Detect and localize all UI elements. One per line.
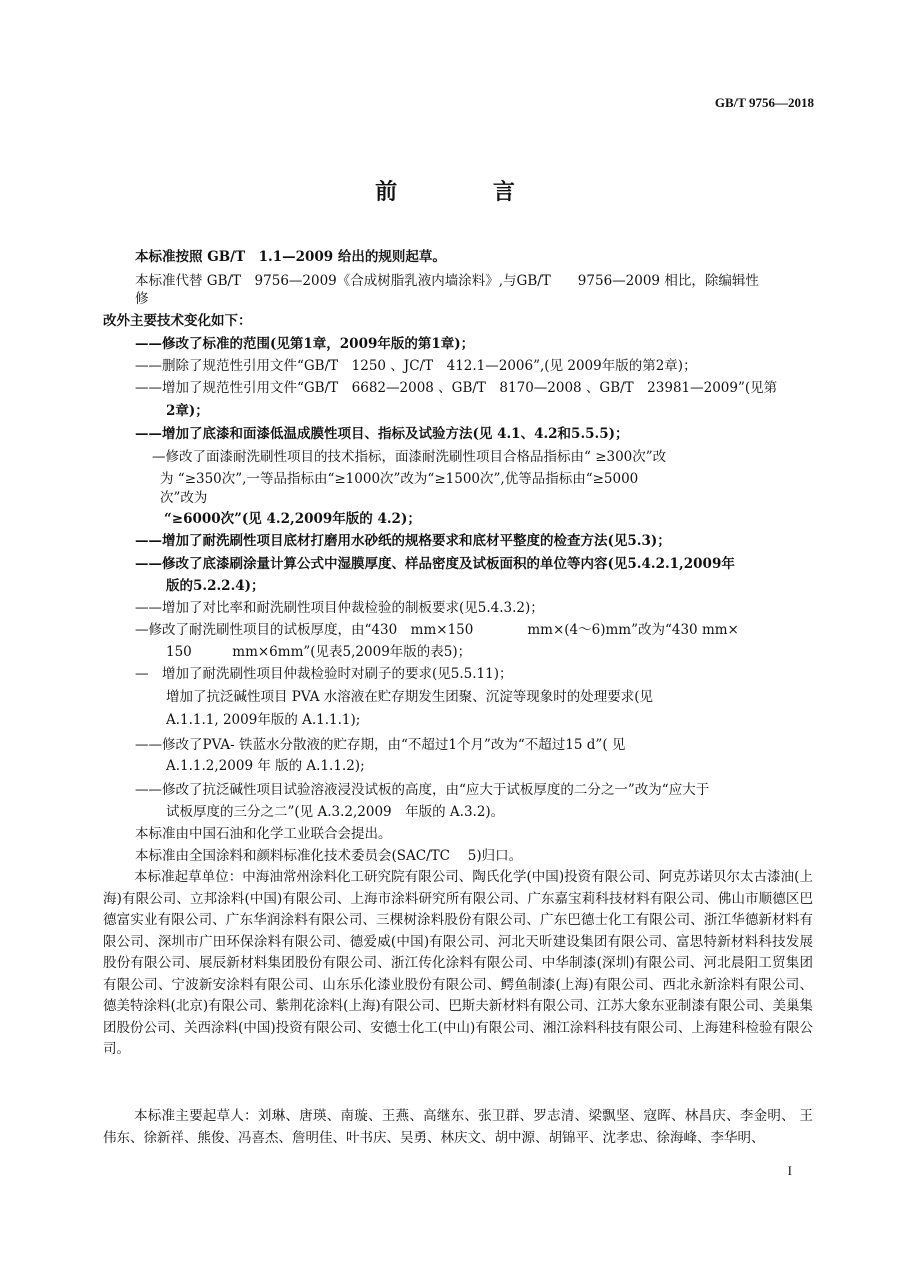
text-line: — 增加了耐洗刷性项目仲裁检验时对刷子的要求(见5.5.11)； <box>135 666 513 682</box>
drafting-units-paragraph: 本标准起草单位：中海油常州涂料化工研究院有限公司、陶氏化学(中国)投资有限公司、阿克苏诺贝尔太古漆油(上海)有限公司、立邦涂料(中国)有限公司、上海市涂料研究所有限公司、广东嘉宝莉科技材料有限公司、佛山市顺德区巴德富实业有限公司、广东华润涂料有限公司、三棵树涂料股份有限公司、广东巴德士化工有限公司、浙江华德新材料有限公司、深圳市广田环保涂料有限公司、德爱威(中国)有限公司、河北天昕建设集团有限公司、富思特新材料科技发展股份有限公司、展辰新材料集团股份有限公司、浙江传化涂料有限公司、中华制漆(深圳)有限公司、河北晨阳工贸集团有限公司、宁波新安涂料有限公司、山东乐化漆业股份有限公司、鳄鱼制漆(上海)有限公司、西北永新涂料有限公司、德美特涂料(北京)有限公司、紫荆花涂料(上海)有限公司、巴斯夫新材料有限公司、江苏大象东亚制漆有限公司、美巢集团股份公司、关西涂料(中国)投资有限公司、安德士化工(中山)有限公司、湘江涂料科技有限公司、上海建科检验有限公司。 <box>103 869 813 1057</box>
text-line: 修 <box>135 291 149 307</box>
text-line: —修改了耐洗刷性项目的试板厚度，由“430 mm×150 mm×(4～6)mm”改为“430 mm× <box>135 622 739 638</box>
drafters-paragraph: 本标准主要起草人：刘琳、唐瑛、南璇、王燕、高继东、张卫群、罗志清、梁飘坚、寇晖、林昌庆、李金明、 王伟东、徐新祥、熊俊、冯喜杰、詹明佳、叶书庆、吴勇、林庆文、胡中源、胡锦平、沈孝忠、徐海峰、李华明、 <box>103 1108 813 1146</box>
page-number: I <box>787 1163 792 1178</box>
text-line: —修改了面漆耐洗刷性项目的技术指标，面漆耐洗刷性项目合格品指标由“ ≥300次”改 <box>152 449 667 465</box>
text-line: ——删除了规范性引用文件“GB/T 1250 、JC/T 412.1—2006”,(见 2009年版的第2章)； <box>135 358 697 374</box>
text-line: 改外主要技术变化如下： <box>103 313 252 329</box>
text-line: ——修改了PVA- 铁蓝水分散液的贮存期，由“不超过1个月”改为“不超过15 d”( 见 <box>135 737 626 753</box>
standard-number: GB/T 9756—2018 <box>714 95 814 110</box>
text-line: 2章)； <box>166 403 209 419</box>
text-line: 版的5.2.2.4)； <box>166 578 265 594</box>
text-line: ——增加了耐洗刷性项目底材打磨用水砂纸的规格要求和底材平整度的检查方法(见5.3)； <box>135 533 671 549</box>
text-line: ——增加了对比率和耐洗刷性项目仲裁检验的制板要求(见5.4.3.2)； <box>135 600 544 616</box>
text-line: 本标准代替 GB/T 9756—2009《合成树脂乳液内墙涂料》,与GB/T 9756—2009 相比，除编辑性 <box>135 273 759 289</box>
text-line: 本标准按照 GB/T 1.1—2009 给出的规则起草。 <box>135 249 446 265</box>
text-line: 150 mm×6mm”(见表5,2009年版的表5)； <box>166 644 472 660</box>
text-line: “≥6000次”(见 4.2,2009年版的 4.2)； <box>164 511 421 527</box>
text-line: 试板厚度的三分之二”(见 A.3.2,2009 年版的 A.3.2)。 <box>166 804 505 820</box>
text-line: ——修改了标准的范围(见第1章，2009年版的第1章)； <box>135 336 475 352</box>
text-line: 为 “≥350次”,一等品指标由“≥1000次”改为“≥1500次”,优等品指标由“≥5000 <box>160 471 639 487</box>
text-line: ——增加了规范性引用文件“GB/T 6682—2008 、GB/T 8170—2008 、GB/T 23981—2009”(见第 <box>135 380 778 396</box>
text-line: 增加了抗泛碱性项目 PVA 水溶液在贮存期发生团聚、沉淀等现象时的处理要求(见 <box>166 689 654 705</box>
text-line: A.1.1.2,2009 年 版的 A.1.1.2); <box>166 758 365 774</box>
text-line: ——增加了底漆和面漆低温成膜性项目、指标及试验方法(见 4.1、4.2和5.5.5)； <box>135 426 629 442</box>
text-line: A.1.1.1, 2009年版的 A.1.1.1); <box>166 712 361 728</box>
page-title: 前 言 <box>375 179 559 205</box>
text-line: ——修改了抗泛碱性项目试验溶液浸没试板的高度，由“应大于试板厚度的二分之一”改为“应大于 <box>135 782 710 798</box>
text-line: 次”改为 <box>160 490 208 506</box>
text-line: 本标准由全国涂料和颜料标准化技术委员会(SAC/TC 5)归口。 <box>135 848 523 864</box>
text-line: ——修改了底漆刷涂量计算公式中湿膜厚度、样品密度及试板面积的单位等内容(见5.4.2.1,2009年 <box>135 556 735 572</box>
text-line: 本标准由中国石油和化学工业联合会提出。 <box>135 826 392 842</box>
